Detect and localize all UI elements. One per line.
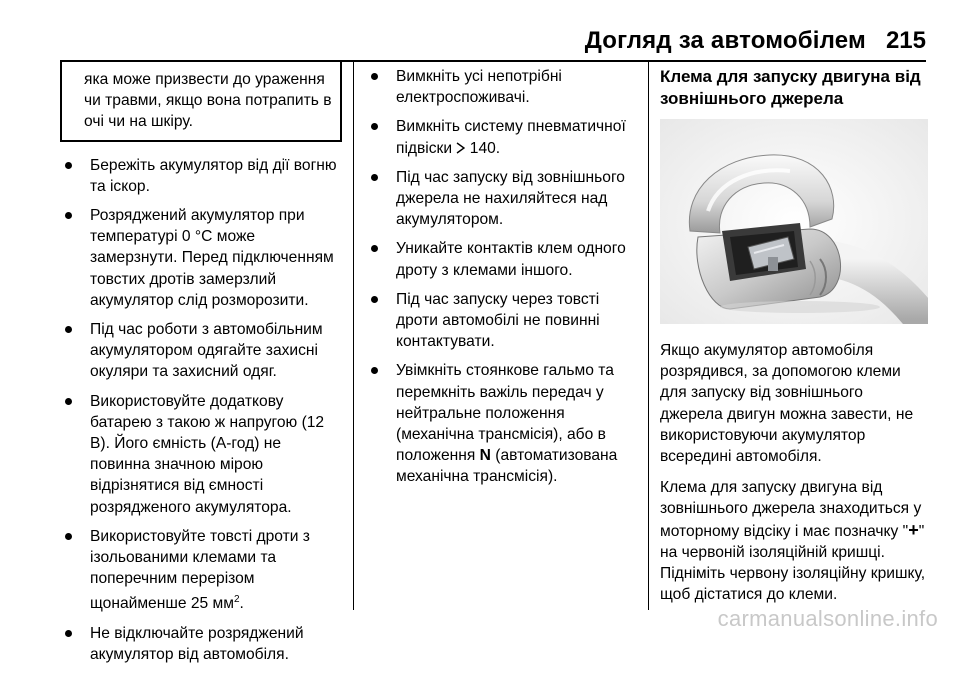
page-header xyxy=(60,22,926,62)
warning-text: яка може призвести до ураження чи травми, якщо вона потрапить в очі чи на шкіру. xyxy=(84,71,332,131)
cable-spec-end: . xyxy=(239,595,244,613)
watermark: carmanualsonline.info xyxy=(717,606,938,631)
page-reference-link[interactable]: 140. xyxy=(469,139,501,157)
list-item xyxy=(366,116,638,158)
jump-start-terminal-photo xyxy=(660,119,928,324)
list-item: Використовуйте додаткову батарею з такою ж напругою (12 В). Його ємність (А-год) не повинна значною мірою відрізнятися від ємності розрядженого акумулятора. xyxy=(60,391,342,518)
section-title: Клема для запуску двигуна від зовнішнього джерела xyxy=(660,67,921,108)
list-item: Уникайте контактів клем одного дроту з клемами іншого. xyxy=(366,238,638,280)
column-divider-2 xyxy=(648,62,649,610)
terminal-location-end: " на червоній ізоляційній кришці. Підніміть червону ізоляційну кришку, щоб дістатися до клеми. xyxy=(660,522,926,604)
column-1 xyxy=(60,62,342,673)
safety-bullet-list xyxy=(60,155,342,666)
list-item: Вимкніть усі непотрібні електроспоживачі. xyxy=(366,66,638,108)
plus-symbol: + xyxy=(908,519,919,540)
gear-position-n: N xyxy=(479,447,491,465)
cable-spec-text: Використовуйте товсті дроти з ізольованими клемами та поперечним перерізом щонайменше 25 мм xyxy=(90,527,310,613)
page-reference-arrow-icon xyxy=(456,139,465,151)
parking-brake-end: (автоматизована механічна трансмісія). xyxy=(396,447,618,486)
list-item: Бережіть акумулятор від дії вогню та іскор. xyxy=(60,155,342,197)
suspension-text: Вимкніть систему пневматичної підвіски xyxy=(396,118,626,157)
warning-box xyxy=(60,62,342,142)
terminal-location-text: Клема для запуску двигуна від зовнішнього джерела знаходиться у моторному відсіку і має позначку " xyxy=(660,479,922,540)
list-item: Розряджений акумулятор при температурі 0 °C може замерзнути. Перед підключенням товстих дротів замерзлий акумулятор слід розморозити. xyxy=(60,205,342,311)
list-item xyxy=(60,526,342,615)
column-3 xyxy=(660,62,928,615)
parking-brake-text: Увімкніть стоянкове гальмо та перемкніть важіль передач у нейтральне положення (механічна трансмісія), або в положення xyxy=(396,362,614,465)
list-item: Під час запуску від зовнішнього джерела не нахиляйтеся над акумулятором. xyxy=(366,167,638,231)
paragraph-discharged-battery: Якщо акумулятор автомобіля розрядився, за допомогою клеми для запуску від зовнішнього джерела двигун можна завести, не використовуючи акумулятор всередині автомобіля. xyxy=(660,342,914,466)
paragraph-terminal-location xyxy=(660,477,928,605)
column-divider-1 xyxy=(353,62,354,610)
page-number: 215 xyxy=(885,27,926,54)
list-item: Під час роботи з автомобільним акумулятором одягайте захисні окуляри та захисний одяг. xyxy=(60,319,342,383)
column-2 xyxy=(366,62,638,496)
procedure-bullet-list xyxy=(366,66,638,488)
list-item xyxy=(366,360,638,487)
list-item: Під час запуску через товсті дроти автомобілі не повинні контактувати. xyxy=(366,289,638,353)
superscript-2: 2 xyxy=(233,594,240,606)
list-item: Не відключайте розряджений акумулятор від автомобіля. xyxy=(60,623,342,665)
page-title: Догляд за автомобілем xyxy=(584,27,866,54)
